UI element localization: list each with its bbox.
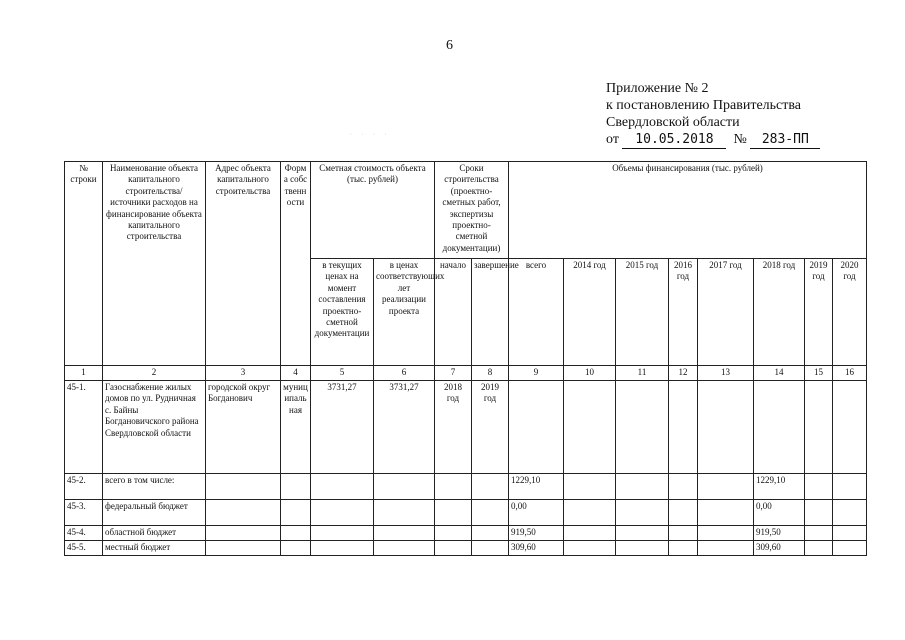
empty-cell (472, 541, 509, 556)
col-num: 16 (833, 366, 867, 381)
header-2014: 2014 год (564, 259, 616, 366)
empty-cell (311, 500, 374, 526)
col-num: 11 (616, 366, 669, 381)
header-funding-group: Объемы финансирования (тыс. рублей) (509, 162, 867, 259)
header-cost-years: в ценах соответствующих лет реализации проекта (374, 259, 435, 366)
appendix-line-2: к постановлению Правительства (606, 98, 802, 113)
table-row (65, 526, 867, 541)
col-num: 15 (805, 366, 833, 381)
empty-cell (669, 526, 698, 541)
financing-table (64, 161, 867, 556)
empty-cell (833, 526, 867, 541)
empty-cell (698, 541, 754, 556)
col-num: 2 (103, 366, 206, 381)
empty-cell (833, 541, 867, 556)
row-number: 45-5. (65, 541, 103, 556)
empty-cell (669, 474, 698, 500)
col-num: 8 (472, 366, 509, 381)
scan-artifact: · · · · (350, 132, 391, 138)
empty-cell (616, 541, 669, 556)
empty-cell (564, 474, 616, 500)
row-number: 45-1. (65, 381, 103, 474)
empty-cell (805, 500, 833, 526)
empty-cell (435, 541, 472, 556)
decree-number: 283-ПП (750, 131, 820, 149)
row-total: 1229,10 (509, 474, 564, 500)
row-cost-years: 3731,27 (374, 381, 435, 474)
col-num: 14 (754, 366, 805, 381)
empty-cell (616, 526, 669, 541)
decree-date: 10.05.2018 (622, 131, 726, 149)
row-2018: 919,50 (754, 526, 805, 541)
row-total (509, 381, 564, 474)
header-total: всего (509, 259, 564, 366)
row-total: 0,00 (509, 500, 564, 526)
empty-cell (206, 500, 281, 526)
empty-cell (669, 381, 698, 474)
empty-cell (564, 500, 616, 526)
header-ownership: Форма собственности (281, 162, 311, 366)
header-cost-current: в текущих ценах на момент составления проектно-сметной документации (311, 259, 374, 366)
empty-cell (374, 526, 435, 541)
row-end: 2019 год (472, 381, 509, 474)
header-start: начало (435, 259, 472, 366)
empty-cell (805, 474, 833, 500)
row-name: федеральный бюджет (103, 500, 206, 526)
table-row (65, 500, 867, 526)
header-end: завершение (472, 259, 509, 366)
empty-cell (805, 526, 833, 541)
empty-cell (616, 500, 669, 526)
header-2018: 2018 год (754, 259, 805, 366)
page-number: 6 (446, 38, 453, 53)
row-ownership: муниципальная (281, 381, 311, 474)
empty-cell (698, 500, 754, 526)
col-num: 1 (65, 366, 103, 381)
row-number: 45-3. (65, 500, 103, 526)
empty-cell (206, 541, 281, 556)
empty-cell (616, 474, 669, 500)
row-name: областной бюджет (103, 526, 206, 541)
row-name: местный бюджет (103, 541, 206, 556)
table-row (65, 474, 867, 500)
empty-cell (311, 541, 374, 556)
col-num: 6 (374, 366, 435, 381)
empty-cell (564, 541, 616, 556)
empty-cell (698, 474, 754, 500)
empty-cell (281, 474, 311, 500)
header-row-no: № строки (65, 162, 103, 366)
empty-cell (833, 381, 867, 474)
row-start: 2018 год (435, 381, 472, 474)
header-address: Адрес объекта капитального строительства (206, 162, 281, 366)
empty-cell (281, 541, 311, 556)
row-total: 919,50 (509, 526, 564, 541)
table-row (65, 381, 867, 474)
empty-cell (833, 474, 867, 500)
empty-cell (472, 474, 509, 500)
from-label: от (606, 132, 619, 147)
empty-cell (206, 526, 281, 541)
col-num: 10 (564, 366, 616, 381)
row-2018: 0,00 (754, 500, 805, 526)
empty-cell (435, 474, 472, 500)
empty-cell (281, 526, 311, 541)
row-2018 (754, 381, 805, 474)
row-address: городской округ Богданович (206, 381, 281, 474)
empty-cell (698, 526, 754, 541)
empty-cell (669, 500, 698, 526)
row-2018: 309,60 (754, 541, 805, 556)
row-number: 45-4. (65, 526, 103, 541)
empty-cell (374, 500, 435, 526)
row-name: Газоснабжение жилых домов по ул. Рудничная с. Байны Богдановичского района Свердловской области (103, 381, 206, 474)
empty-cell (805, 381, 833, 474)
appendix-date-line (606, 131, 820, 149)
header-2019: 2019 год (805, 259, 833, 366)
empty-cell (472, 500, 509, 526)
row-name: всего в том числе: (103, 474, 206, 500)
empty-cell (374, 541, 435, 556)
empty-cell (698, 381, 754, 474)
col-num: 9 (509, 366, 564, 381)
empty-cell (564, 526, 616, 541)
col-num: 3 (206, 366, 281, 381)
empty-cell (435, 526, 472, 541)
header-2016: 2016 год (669, 259, 698, 366)
column-number-row (65, 366, 867, 381)
row-number: 45-2. (65, 474, 103, 500)
empty-cell (564, 381, 616, 474)
row-cost-current: 3731,27 (311, 381, 374, 474)
empty-cell (311, 474, 374, 500)
header-name: Наименование объекта капитального строительства/ источники расходов на финансирование объекта капитального строительства (103, 162, 206, 366)
row-total: 309,60 (509, 541, 564, 556)
header-2020: 2020 год (833, 259, 867, 366)
col-num: 12 (669, 366, 698, 381)
empty-cell (472, 526, 509, 541)
table-row (65, 541, 867, 556)
empty-cell (669, 541, 698, 556)
header-2017: 2017 год (698, 259, 754, 366)
empty-cell (206, 474, 281, 500)
empty-cell (435, 500, 472, 526)
col-num: 13 (698, 366, 754, 381)
empty-cell (833, 500, 867, 526)
appendix-header (606, 80, 820, 149)
header-2015: 2015 год (616, 259, 669, 366)
appendix-title: Приложение № 2 (606, 81, 709, 96)
empty-cell (281, 500, 311, 526)
header-cost-group: Сметная стоимость объекта (тыс. рублей) (311, 162, 435, 259)
empty-cell (616, 381, 669, 474)
row-2018: 1229,10 (754, 474, 805, 500)
empty-cell (311, 526, 374, 541)
col-num: 5 (311, 366, 374, 381)
col-num: 7 (435, 366, 472, 381)
appendix-line-3: Свердловской области (606, 115, 740, 130)
header-terms-group: Сроки строительства (проектно-сметных работ, экспертизы проектно-сметной документации) (435, 162, 509, 259)
empty-cell (805, 541, 833, 556)
empty-cell (374, 474, 435, 500)
col-num: 4 (281, 366, 311, 381)
header-row-1 (65, 162, 867, 259)
number-label: № (733, 132, 747, 147)
